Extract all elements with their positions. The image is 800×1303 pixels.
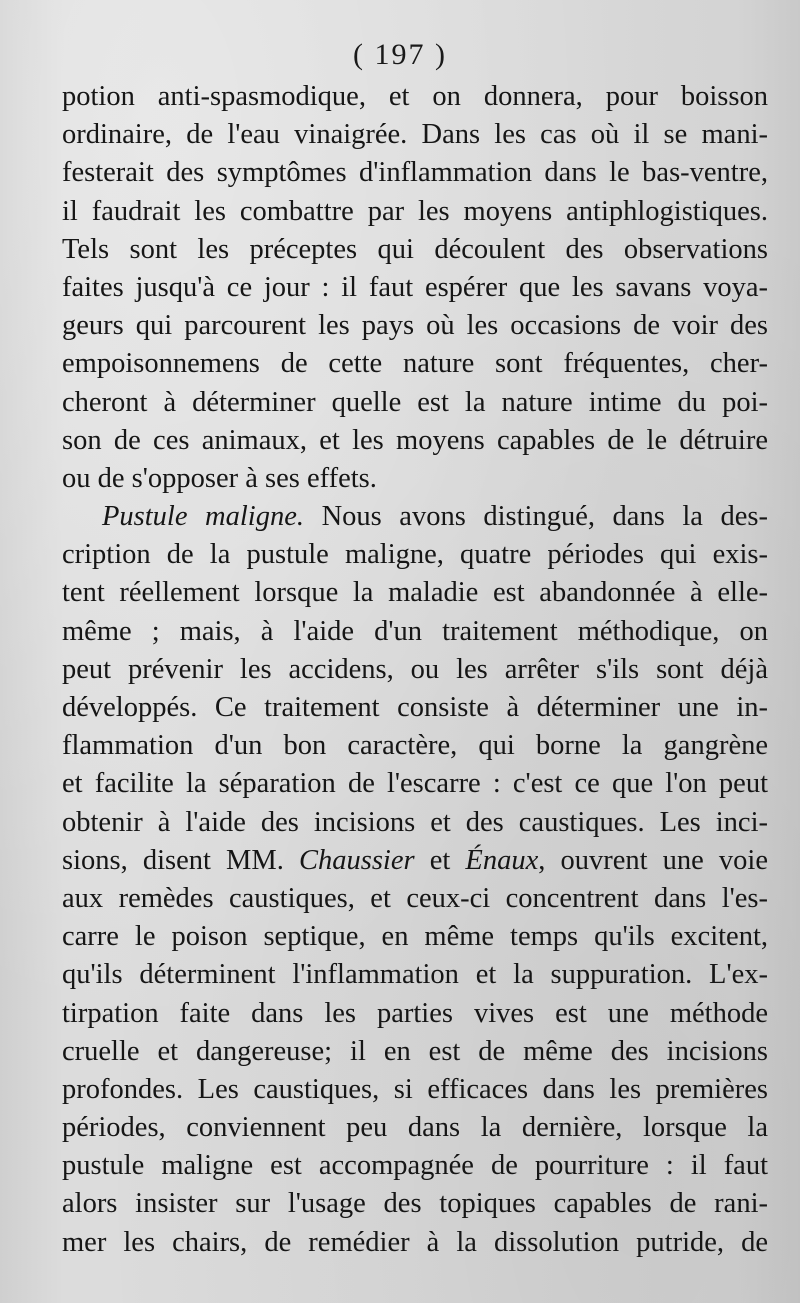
text-run: festerait des symptômes d'inflammation dans le bas-ventre, [62,157,768,189]
text-line [62,842,768,880]
text-line [62,651,768,689]
text-line [62,918,768,956]
paragraph [62,78,768,498]
text-run: cruelle et dangereuse; il en est de même des incisions [62,1035,768,1067]
italic-text: Pustule maligne. [102,501,304,533]
text-line [62,727,768,765]
text-line [62,78,768,116]
text-line [62,1071,768,1109]
text-run: tirpation faite dans les parties vives est une méthode [62,997,768,1029]
text-run: même ; mais, à l'aide d'un traitement méthodique, on [62,615,768,647]
italic-text: Chaussier [298,844,415,876]
text-line [62,995,768,1033]
text-line [62,307,768,345]
text-line [62,384,768,422]
text-run: Tels sont les préceptes qui découlent des observations [62,233,768,265]
text-run: ordinaire, de l'eau vinaigrée. Dans les cas où il se mani- [62,119,768,151]
text-run: potion anti-spasmodique, et on donnera, pour boisson [62,81,768,112]
text-line [62,956,768,994]
text-run: et [414,844,466,876]
text-run: son de ces animaux, et les moyens capables de le détruire [62,424,768,456]
text-run: et facilite la séparation de l'escarre : c'est ce que l'on peut [62,768,768,800]
text-run: obtenir à l'aide des incisions et des caustiques. Les inci- [62,806,768,838]
text-run: sions, disent MM. [62,844,299,876]
text-line [62,1224,768,1262]
text-line [62,536,768,574]
italic-text: Énaux [465,844,539,876]
text-line [62,345,768,383]
page-number: ( 197 ) [353,38,447,71]
text-run: tent réellement lorsque la maladie est abandonnée à elle- [62,577,768,609]
text-line [62,460,768,498]
text-run: profondes. Les caustiques, si efficaces dans les premières [62,1073,768,1105]
text-line [62,193,768,231]
text-line [62,574,768,612]
text-run: qu'ils déterminent l'inflammation et la suppuration. L'ex- [62,959,768,991]
text-run: alors insister sur l'usage des topiques capables de rani- [62,1188,768,1220]
text-run: développés. Ce traitement consiste à déterminer une in- [62,692,768,723]
text-run: peut prévenir les accidens, ou les arrêter s'ils sont déjà [62,653,768,685]
text-line [62,1109,768,1147]
text-line [62,498,768,536]
text-run: mer les chairs, de remédier à la dissolution putride, de [62,1226,768,1258]
text-run: flammation d'un bon caractère, qui borne la gangrène [62,730,768,762]
text-line [62,880,768,918]
text-line [62,422,768,460]
body-text [62,78,768,1262]
text-line [62,116,768,154]
text-line [62,1185,768,1223]
text-run: empoisonnemens de cette nature sont fréquentes, cher- [62,348,768,380]
text-run: pustule maligne est accompagnée de pourriture : il faut [62,1150,768,1182]
text-run: aux remèdes caustiques, et ceux-ci concentrent dans l'es- [62,882,768,914]
text-line [62,269,768,307]
text-line [62,613,768,651]
text-run: faites jusqu'à ce jour : il faut espérer que les savans voya- [62,271,768,303]
text-run: cheront à déterminer quelle est la nature intime du poi- [62,386,768,418]
text-line [62,689,768,727]
text-run: Nous avons distingué, dans la des- [304,501,768,533]
paragraph [62,498,768,1262]
text-run: il faudrait les combattre par les moyens antiphlogistiques. [62,195,768,227]
text-line [62,804,768,842]
text-run: carre le poison septique, en même temps qu'ils excitent, [62,921,768,953]
text-line [62,231,768,269]
text-run: cription de la pustule maligne, quatre périodes qui exis- [62,539,768,571]
text-line [62,154,768,192]
text-run: périodes, conviennent peu dans la dernière, lorsque la [62,1112,768,1144]
text-line [62,765,768,803]
text-run: , ouvrent une voie [538,844,768,876]
text-line [62,1147,768,1185]
text-run: ou de s'opposer à ses effets. [62,462,377,494]
text-line [62,1033,768,1071]
text-run: geurs qui parcourent les pays où les occasions de voir des [62,310,768,342]
